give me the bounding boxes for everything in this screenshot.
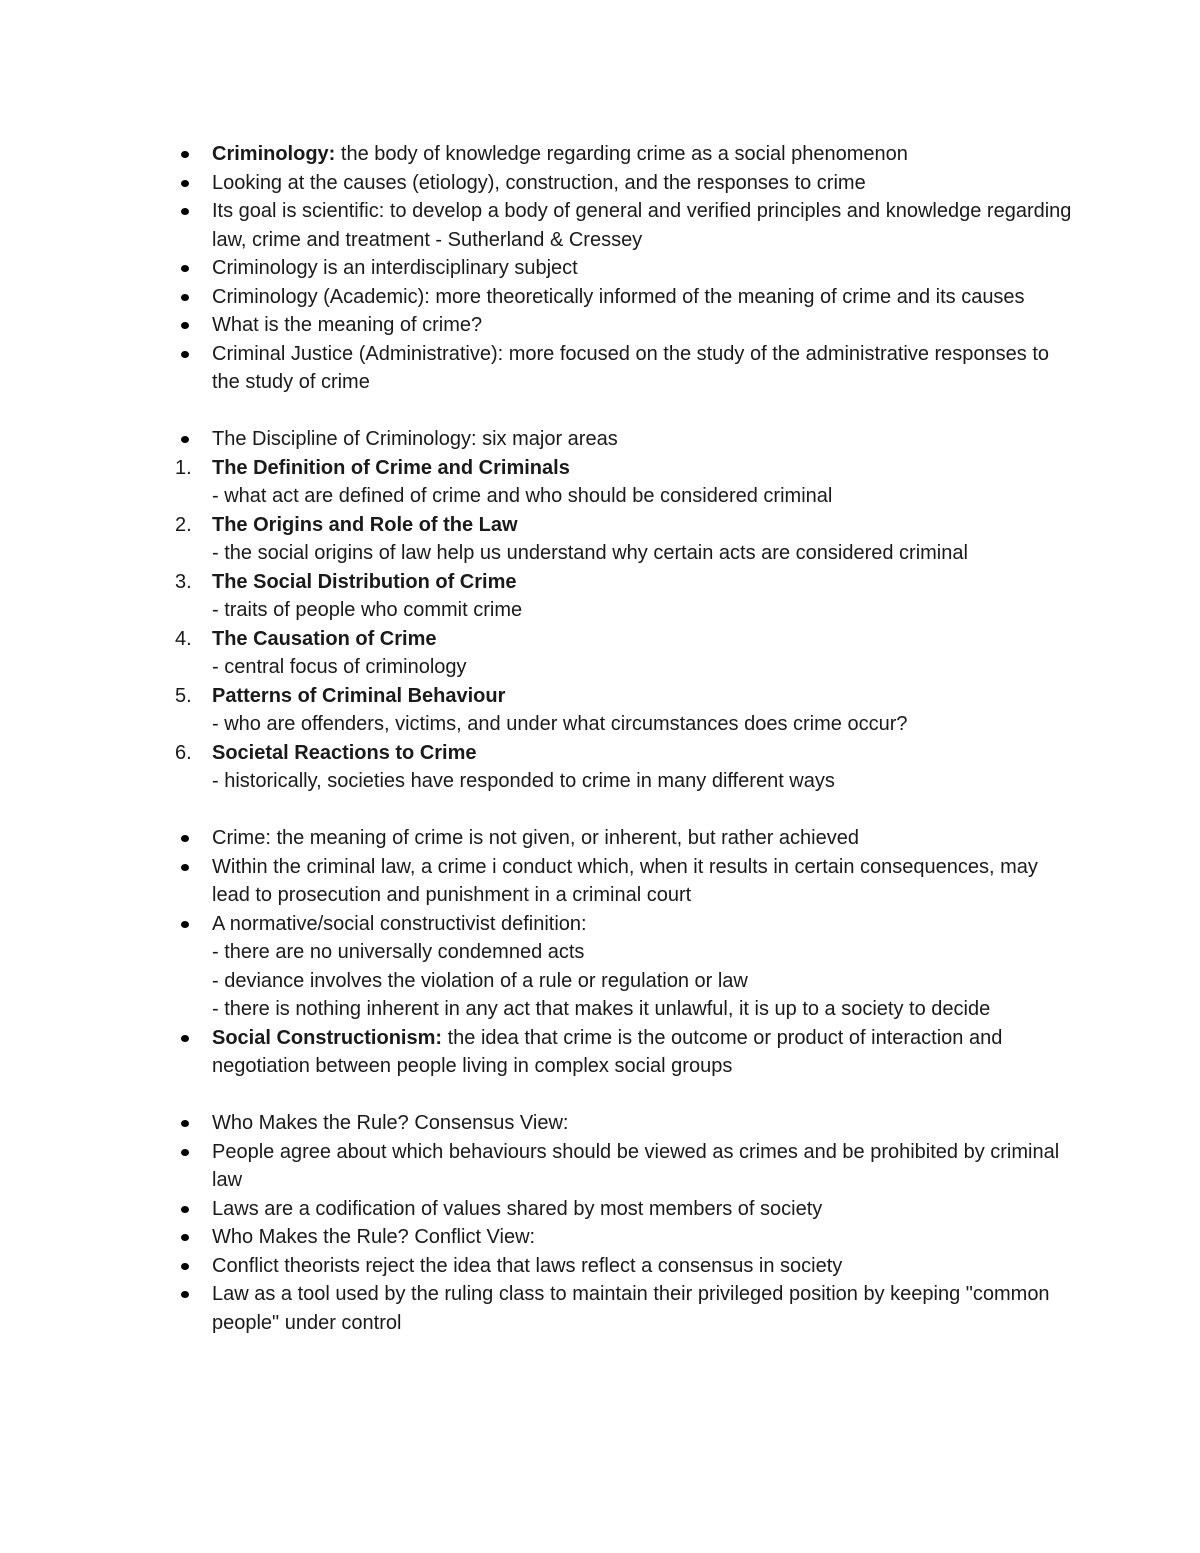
- bullet-item: What is the meaning of crime?: [172, 311, 1072, 340]
- notes-content: [172, 140, 1072, 1337]
- numbered-item: [172, 739, 1072, 796]
- bullet-icon: [181, 351, 189, 358]
- bullet-icon: [181, 1206, 189, 1213]
- bullet-item: A normative/social constructivist definition: - there are no universally condemned acts - deviance involves the violation of a rule or regulation or law - there is nothing inherent in any act that makes it unlawful, it is up to a society to decide: [172, 910, 1072, 1024]
- bullet-item: Criminology is an interdisciplinary subject: [172, 254, 1072, 283]
- bullet-item: Crime: the meaning of crime is not given, or inherent, but rather achieved: [172, 824, 1072, 853]
- term-social-constructionism: Social Constructionism:: [212, 1026, 443, 1049]
- item-number: 1.: [175, 456, 192, 479]
- bullet-icon: [181, 322, 189, 329]
- bullet-item: Criminal Justice (Administrative): more focused on the study of the administrative responses to the study of crime: [172, 340, 1072, 397]
- area-title: The Origins and Role of the Law: [212, 513, 518, 536]
- bullet-icon: [181, 921, 189, 928]
- area-title: The Definition of Crime and Criminals: [212, 456, 570, 479]
- sub-point: - there are no universally condemned acts: [212, 941, 585, 963]
- bullet-icon: [181, 294, 189, 301]
- sub-point: - there is nothing inherent in any act that makes it unlawful, it is up to a society to decide: [212, 998, 991, 1020]
- bullet-icon: [181, 864, 189, 871]
- area-title: The Social Distribution of Crime: [212, 570, 517, 593]
- spacer: [172, 397, 1072, 426]
- numbered-item: [172, 625, 1072, 682]
- bullet-icon: [181, 180, 189, 187]
- bullet-icon: [181, 151, 189, 158]
- bullet-item: Looking at the causes (etiology), construction, and the responses to crime: [172, 169, 1072, 198]
- bullet-icon: [181, 1291, 189, 1298]
- bullet-item: Conflict theorists reject the idea that laws reflect a consensus in society: [172, 1252, 1072, 1281]
- bullet-icon: [181, 1234, 189, 1241]
- item-number: 2.: [175, 513, 192, 536]
- bullet-item: Its goal is scientific: to develop a body of general and verified principles and knowledge regarding law, crime and treatment - Sutherland & Cressey: [172, 197, 1072, 254]
- term-criminology: Criminology:: [212, 143, 336, 165]
- area-title: Societal Reactions to Crime: [212, 741, 477, 764]
- bullet-item: Social Constructionism: the idea that crime is the outcome or product of interaction and negotiation between people living in complex social groups: [172, 1024, 1072, 1081]
- item-number: 6.: [175, 741, 192, 764]
- item-number: 5.: [175, 684, 192, 707]
- numbered-item: [172, 511, 1072, 568]
- bullet-item: People agree about which behaviours should be viewed as crimes and be prohibited by criminal law: [172, 1138, 1072, 1195]
- bullet-icon: [181, 1149, 189, 1156]
- area-description: - who are offenders, victims, and under what circumstances does crime occur?: [212, 713, 908, 735]
- bullet-icon: [181, 265, 189, 272]
- bullet-item: Who Makes the Rule? Conflict View:: [172, 1223, 1072, 1252]
- bullet-icon: [181, 436, 189, 443]
- bullet-item: Who Makes the Rule? Consensus View:: [172, 1109, 1072, 1138]
- area-title: The Causation of Crime: [212, 627, 437, 650]
- bullet-icon: [181, 835, 189, 842]
- bullet-item: Laws are a codification of values shared by most members of society: [172, 1195, 1072, 1224]
- spacer: [172, 796, 1072, 825]
- spacer: [172, 1081, 1072, 1110]
- area-description: - traits of people who commit crime: [212, 599, 523, 621]
- bullet-item: Criminology (Academic): more theoretically informed of the meaning of crime and its causes: [172, 283, 1072, 312]
- item-number: 4.: [175, 627, 192, 650]
- bullet-item: The Discipline of Criminology: six major areas: [172, 425, 1072, 454]
- numbered-item: [172, 454, 1072, 511]
- bullet-icon: [181, 1035, 189, 1042]
- sub-point: - deviance involves the violation of a rule or regulation or law: [212, 969, 748, 992]
- bullet-item: Criminology: the body of knowledge regarding crime as a social phenomenon: [172, 140, 1072, 169]
- area-description: - historically, societies have responded to crime in many different ways: [212, 770, 835, 792]
- area-description: - what act are defined of crime and who should be considered criminal: [212, 485, 833, 507]
- area-description: - the social origins of law help us understand why certain acts are considered criminal: [212, 542, 968, 564]
- bullet-icon: [181, 208, 189, 215]
- bullet-item: Law as a tool used by the ruling class to maintain their privileged position by keeping "common people" under control: [172, 1280, 1072, 1337]
- area-description: - central focus of criminology: [212, 656, 467, 678]
- area-title: Patterns of Criminal Behaviour: [212, 684, 506, 707]
- bullet-icon: [181, 1120, 189, 1127]
- item-number: 3.: [175, 570, 192, 593]
- bullet-item: Within the criminal law, a crime i conduct which, when it results in certain consequences, may lead to prosecution and punishment in a criminal court: [172, 853, 1072, 910]
- numbered-item: [172, 568, 1072, 625]
- bullet-icon: [181, 1263, 189, 1270]
- numbered-item: [172, 682, 1072, 739]
